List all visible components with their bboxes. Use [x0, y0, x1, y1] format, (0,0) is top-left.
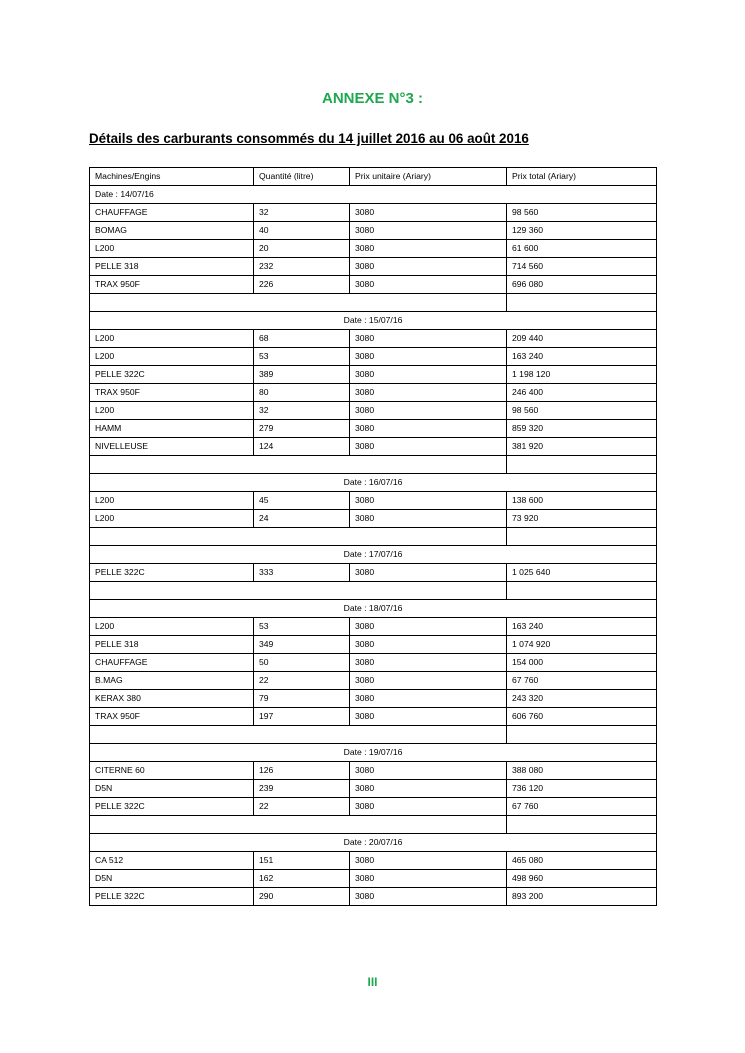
spacer-cell	[507, 294, 657, 312]
cell-total-price: 154 000	[507, 654, 657, 672]
cell-quantity: 20	[254, 240, 350, 258]
cell-machine: PELLE 322C	[90, 888, 254, 906]
cell-unit-price: 3080	[350, 618, 507, 636]
cell-unit-price: 3080	[350, 492, 507, 510]
cell-unit-price: 3080	[350, 330, 507, 348]
date-label: Date : 18/07/16	[90, 600, 657, 618]
document-title: Détails des carburants consommés du 14 juillet 2016 au 06 août 2016	[89, 131, 529, 146]
spacer-cell	[90, 582, 507, 600]
date-label: Date : 15/07/16	[90, 312, 657, 330]
cell-machine: PELLE 318	[90, 636, 254, 654]
page-number: III	[367, 975, 378, 989]
cell-total-price: 859 320	[507, 420, 657, 438]
cell-quantity: 22	[254, 798, 350, 816]
annex-title: ANNEXE N°3 :	[321, 90, 423, 107]
table-row	[90, 762, 657, 780]
cell-total-price: 98 560	[507, 204, 657, 222]
cell-machine: B.MAG	[90, 672, 254, 690]
spacer-row	[90, 528, 657, 546]
table-row	[90, 780, 657, 798]
fuel-table-body	[90, 168, 657, 906]
cell-total-price: 209 440	[507, 330, 657, 348]
cell-quantity: 53	[254, 618, 350, 636]
cell-machine: NIVELLEUSE	[90, 438, 254, 456]
cell-machine: PELLE 318	[90, 258, 254, 276]
date-label: Date : 17/07/16	[90, 546, 657, 564]
table-row	[90, 366, 657, 384]
cell-total-price: 696 080	[507, 276, 657, 294]
table-row	[90, 564, 657, 582]
cell-unit-price: 3080	[350, 564, 507, 582]
cell-machine: PELLE 322C	[90, 564, 254, 582]
cell-machine: KERAX 380	[90, 690, 254, 708]
cell-total-price: 388 080	[507, 762, 657, 780]
cell-total-price: 61 600	[507, 240, 657, 258]
cell-unit-price: 3080	[350, 672, 507, 690]
spacer-cell	[507, 582, 657, 600]
cell-quantity: 45	[254, 492, 350, 510]
table-row	[90, 618, 657, 636]
cell-machine: CHAUFFAGE	[90, 654, 254, 672]
table-row	[90, 204, 657, 222]
cell-unit-price: 3080	[350, 780, 507, 798]
spacer-cell	[507, 816, 657, 834]
table-row	[90, 852, 657, 870]
cell-quantity: 389	[254, 366, 350, 384]
cell-total-price: 73 920	[507, 510, 657, 528]
cell-unit-price: 3080	[350, 384, 507, 402]
cell-machine: L200	[90, 330, 254, 348]
spacer-cell	[507, 528, 657, 546]
cell-machine: L200	[90, 618, 254, 636]
cell-machine: D5N	[90, 780, 254, 798]
cell-total-price: 67 760	[507, 672, 657, 690]
cell-unit-price: 3080	[350, 636, 507, 654]
spacer-row	[90, 456, 657, 474]
cell-unit-price: 3080	[350, 366, 507, 384]
spacer-row	[90, 816, 657, 834]
cell-quantity: 151	[254, 852, 350, 870]
cell-total-price: 67 760	[507, 798, 657, 816]
cell-machine: CITERNE 60	[90, 762, 254, 780]
spacer-cell	[90, 528, 507, 546]
cell-quantity: 40	[254, 222, 350, 240]
cell-quantity: 79	[254, 690, 350, 708]
cell-unit-price: 3080	[350, 240, 507, 258]
cell-total-price: 736 120	[507, 780, 657, 798]
cell-total-price: 129 360	[507, 222, 657, 240]
cell-machine: PELLE 322C	[90, 366, 254, 384]
table-row	[90, 384, 657, 402]
cell-total-price: 138 600	[507, 492, 657, 510]
cell-unit-price: 3080	[350, 654, 507, 672]
spacer-row	[90, 726, 657, 744]
table-header-row	[90, 168, 657, 186]
cell-unit-price: 3080	[350, 708, 507, 726]
cell-quantity: 32	[254, 204, 350, 222]
cell-machine: D5N	[90, 870, 254, 888]
cell-unit-price: 3080	[350, 888, 507, 906]
table-row	[90, 222, 657, 240]
cell-total-price: 1 074 920	[507, 636, 657, 654]
table-row	[90, 240, 657, 258]
cell-quantity: 279	[254, 420, 350, 438]
cell-machine: TRAX 950F	[90, 276, 254, 294]
cell-unit-price: 3080	[350, 762, 507, 780]
cell-quantity: 124	[254, 438, 350, 456]
cell-total-price: 714 560	[507, 258, 657, 276]
cell-quantity: 68	[254, 330, 350, 348]
date-label: Date : 14/07/16	[90, 186, 657, 204]
table-row	[90, 492, 657, 510]
table-row	[90, 870, 657, 888]
cell-total-price: 498 960	[507, 870, 657, 888]
date-row	[90, 186, 657, 204]
cell-machine: CA 512	[90, 852, 254, 870]
cell-unit-price: 3080	[350, 870, 507, 888]
cell-machine: CHAUFFAGE	[90, 204, 254, 222]
table-row	[90, 654, 657, 672]
table-row	[90, 438, 657, 456]
date-row	[90, 600, 657, 618]
cell-quantity: 239	[254, 780, 350, 798]
cell-quantity: 22	[254, 672, 350, 690]
cell-quantity: 197	[254, 708, 350, 726]
cell-machine: BOMAG	[90, 222, 254, 240]
table-row	[90, 672, 657, 690]
cell-quantity: 53	[254, 348, 350, 366]
spacer-row	[90, 582, 657, 600]
cell-unit-price: 3080	[350, 204, 507, 222]
header-machines: Machines/Engins	[90, 168, 254, 186]
cell-unit-price: 3080	[350, 852, 507, 870]
table-row	[90, 258, 657, 276]
cell-unit-price: 3080	[350, 438, 507, 456]
header-total-price: Prix total (Ariary)	[507, 168, 657, 186]
spacer-cell	[90, 294, 507, 312]
cell-quantity: 226	[254, 276, 350, 294]
table-row	[90, 402, 657, 420]
cell-machine: L200	[90, 510, 254, 528]
fuel-consumption-table	[89, 167, 657, 906]
cell-unit-price: 3080	[350, 420, 507, 438]
table-row	[90, 636, 657, 654]
date-row	[90, 546, 657, 564]
date-row	[90, 744, 657, 762]
spacer-cell	[90, 726, 507, 744]
cell-unit-price: 3080	[350, 348, 507, 366]
cell-total-price: 243 320	[507, 690, 657, 708]
header-unit-price: Prix unitaire (Ariary)	[350, 168, 507, 186]
cell-unit-price: 3080	[350, 222, 507, 240]
cell-total-price: 163 240	[507, 618, 657, 636]
cell-unit-price: 3080	[350, 258, 507, 276]
date-row	[90, 834, 657, 852]
date-label: Date : 16/07/16	[90, 474, 657, 492]
cell-quantity: 24	[254, 510, 350, 528]
table-row	[90, 348, 657, 366]
cell-machine: L200	[90, 402, 254, 420]
cell-unit-price: 3080	[350, 402, 507, 420]
cell-total-price: 381 920	[507, 438, 657, 456]
cell-quantity: 32	[254, 402, 350, 420]
cell-quantity: 349	[254, 636, 350, 654]
cell-quantity: 80	[254, 384, 350, 402]
cell-machine: L200	[90, 240, 254, 258]
table-row	[90, 690, 657, 708]
date-label: Date : 19/07/16	[90, 744, 657, 762]
cell-total-price: 465 080	[507, 852, 657, 870]
spacer-cell	[507, 456, 657, 474]
cell-unit-price: 3080	[350, 510, 507, 528]
cell-total-price: 163 240	[507, 348, 657, 366]
cell-machine: TRAX 950F	[90, 708, 254, 726]
spacer-row	[90, 294, 657, 312]
cell-quantity: 333	[254, 564, 350, 582]
cell-machine: PELLE 322C	[90, 798, 254, 816]
spacer-cell	[90, 456, 507, 474]
header-quantity: Quantité (litre)	[254, 168, 350, 186]
table-row	[90, 798, 657, 816]
cell-unit-price: 3080	[350, 690, 507, 708]
cell-machine: HAMM	[90, 420, 254, 438]
date-label: Date : 20/07/16	[90, 834, 657, 852]
cell-quantity: 126	[254, 762, 350, 780]
spacer-cell	[90, 816, 507, 834]
table-row	[90, 330, 657, 348]
table-row	[90, 888, 657, 906]
table-row	[90, 420, 657, 438]
cell-quantity: 162	[254, 870, 350, 888]
cell-quantity: 232	[254, 258, 350, 276]
cell-total-price: 1 025 640	[507, 564, 657, 582]
spacer-cell	[507, 726, 657, 744]
date-row	[90, 474, 657, 492]
cell-total-price: 1 198 120	[507, 366, 657, 384]
cell-quantity: 290	[254, 888, 350, 906]
cell-unit-price: 3080	[350, 798, 507, 816]
cell-quantity: 50	[254, 654, 350, 672]
cell-total-price: 893 200	[507, 888, 657, 906]
cell-total-price: 98 560	[507, 402, 657, 420]
table-row	[90, 708, 657, 726]
cell-machine: TRAX 950F	[90, 384, 254, 402]
cell-machine: L200	[90, 492, 254, 510]
table-row	[90, 510, 657, 528]
table-row	[90, 276, 657, 294]
cell-machine: L200	[90, 348, 254, 366]
cell-total-price: 246 400	[507, 384, 657, 402]
cell-unit-price: 3080	[350, 276, 507, 294]
date-row	[90, 312, 657, 330]
cell-total-price: 606 760	[507, 708, 657, 726]
